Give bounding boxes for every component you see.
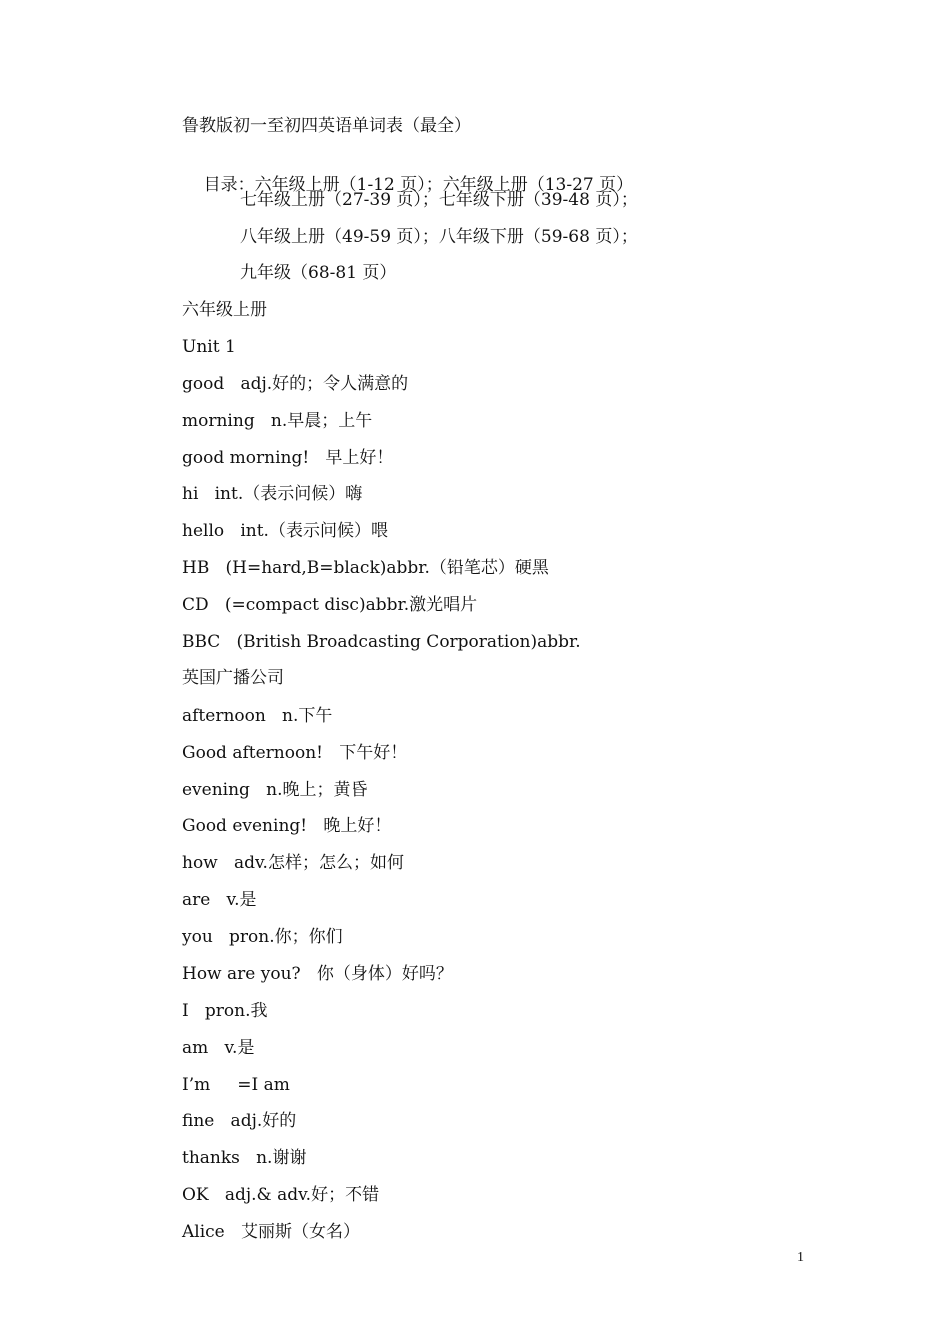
vocab-entry: 英国广播公司 [182,668,284,688]
toc-entry: 六年级上册（1-12 页）；六年级上册（13-27 页） [254,175,634,195]
toc-entry: 八年级上册（49-59 页）；八年级下册（59-68 页）； [240,227,638,247]
vocab-entry: BBC (British Broadcasting Corporation)abbr. [182,632,581,652]
vocab-entry: Good afternoon! 下午好！ [182,743,408,763]
vocab-entry: hello int.（表示问候）喂 [182,521,388,541]
vocab-entry: afternoon n.下午 [182,706,333,726]
vocab-entry: HB (H=hard,B=black)abbr.（铅笔芯）硬黑 [182,558,549,578]
vocab-entry: Alice 艾丽斯（女名） [182,1222,360,1242]
vocab-entry: how adv.怎样；怎么；如何 [182,853,404,873]
page-number: 1 [797,1250,804,1265]
vocab-entry: hi int.（表示问候）嗨 [182,484,363,504]
vocab-entry: I pron.我 [182,1001,268,1021]
vocab-entry: OK adj.& adv.好；不错 [182,1185,380,1205]
toc-entry: 九年级（68-81 页） [240,263,397,283]
vocab-entry: evening n.晚上；黄昏 [182,780,368,800]
vocab-entry: thanks n.谢谢 [182,1148,307,1168]
vocab-entry: fine adj.好的 [182,1111,297,1131]
vocab-entry: How are you? 你（身体）好吗？ [182,964,453,984]
unit-heading: Unit 1 [182,337,236,357]
vocab-entry: morning n.早晨；上午 [182,411,373,431]
vocab-entry: CD (=compact disc)abbr.激光唱片 [182,595,478,615]
vocab-entry: good morning! 早上好！ [182,448,394,468]
section-heading: 六年级上册 [182,300,267,320]
vocab-entry: are v.是 [182,890,257,910]
vocab-entry: good adj.好的；令人满意的 [182,374,409,394]
vocab-entry: I’m =I am [182,1075,290,1095]
toc-label: 目录： [203,175,255,195]
vocab-entry: you pron.你；你们 [182,927,343,947]
toc-entry: 七年级上册（27-39 页）；七年级下册（39-48 页）； [240,190,638,210]
vocab-entry: am v.是 [182,1038,255,1058]
vocab-entry: Good evening! 晚上好！ [182,816,392,836]
document-title: 鲁教版初一至初四英语单词表（最全） [182,116,471,136]
